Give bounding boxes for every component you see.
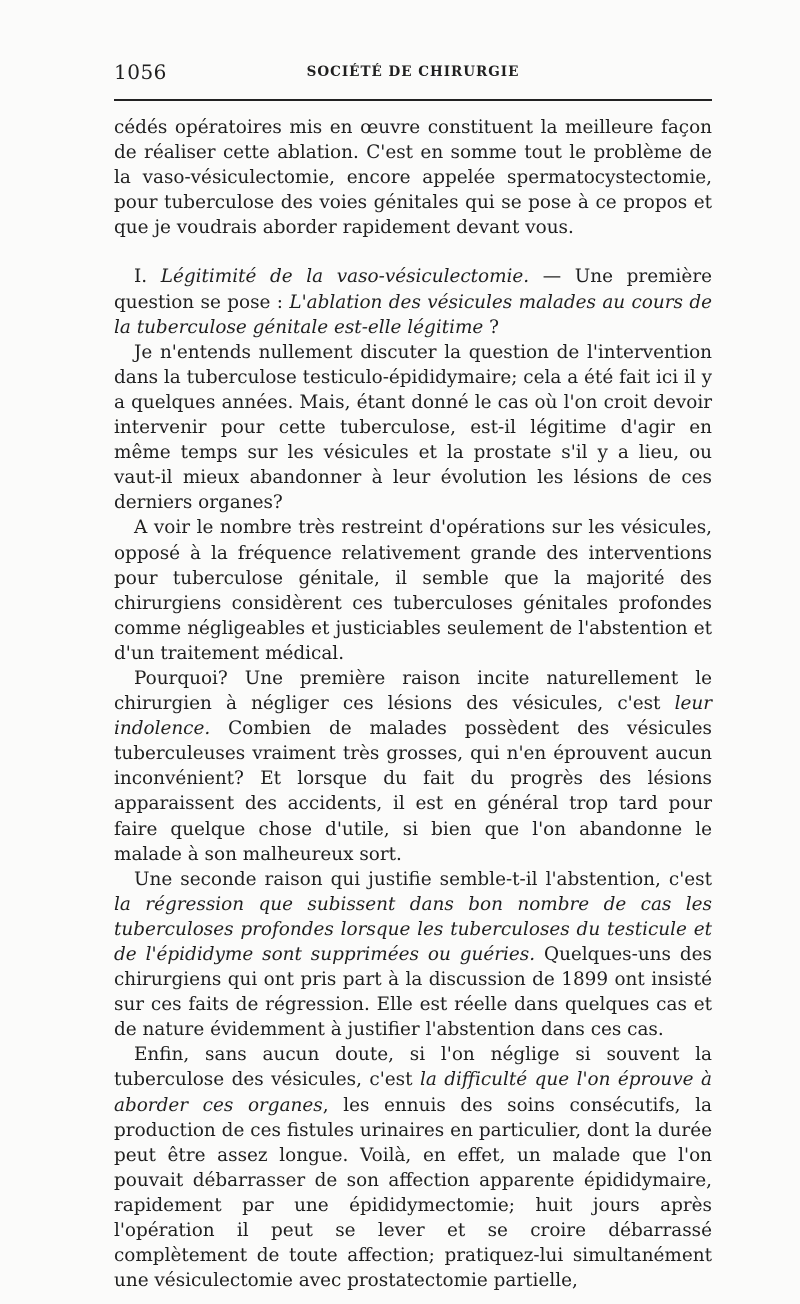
section-title: Légitimité de la vaso-vésiculectomie. — [160, 266, 530, 288]
text-run: Je n'entends nullement discuter la question de l'intervention dans la tuberculose testiculo-épididymaire; cela a été fait ici il y a quelques années. Mais, étant donné le cas où l'on croit devoir intervenir pour cette tuberculose, est-il légitime d'agir en même temps sur les vésicules et la prostate s'il y a lieu, ou vaut-il mieux abandonner à leur évolution les lésions de ces derniers organes? — [114, 341, 712, 514]
paragraph — [114, 1042, 712, 1293]
text-run: cédés opératoires mis en œuvre constituent la meilleure façon de réaliser cette ablation. C'est en somme tout le problème de la vaso-vésiculectomie, encore appelée spermatocystectomie, pour tuberculose des voies génitales qui se pose à ce propos et que je voudrais aborder rapidement devant vous. — [114, 117, 712, 239]
header-rule — [114, 99, 712, 101]
section-number: I. — [134, 266, 161, 288]
text-run: Une seconde raison qui justifie semble-t-il l'abstention, c'est — [134, 868, 712, 890]
italic-emphasis: la difficulté que l'on éprouve à aborder ces organes — [114, 1069, 712, 1116]
paragraph — [114, 340, 712, 516]
paragraph — [114, 666, 712, 867]
italic-emphasis: la régression que subissent dans bon nombre de cas les tuberculoses profondes lorsque les tuberculoses du testicule et de l'épididyme sont supprimées ou guéries. — [114, 893, 712, 965]
section-heading-paragraph — [114, 264, 712, 339]
running-head: SOCIÉTÉ DE CHIRURGIE — [306, 64, 520, 80]
page-number: 1056 — [114, 60, 167, 84]
body-text — [114, 115, 712, 1293]
text-run: Quelques-uns des chirurgiens qui ont pris part à la discussion de 1899 ont insisté sur ces faits de régression. Elle est réelle dans quelques cas et de nature évidemment à justifier l'abstention dans ces cas. — [114, 944, 712, 1041]
paragraph — [114, 515, 712, 666]
text-run: Combien de malades possèdent des vésicules tuberculeuses vraiment très grosses, qui n'en éprouvent aucun inconvénient? Et lorsque du fait du progrès des lésions apparaissent des accidents, il est en général trop tard pour faire quelque chose d'utile, si bien que l'on abandonne le malade à son malheureux sort. — [114, 718, 712, 865]
text-run: A voir le nombre très restreint d'opérations sur les vésicules, opposé à la fréquence relativement grande des interventions pour tuberculose génitale, il semble que la majorité des chirurgiens considèrent ces tuberculoses génitales profondes comme négligeables et justiciables seulement de l'abstention et d'un traitement médical. — [114, 517, 712, 664]
page-header — [114, 60, 712, 88]
paragraph — [114, 115, 712, 240]
paragraph — [114, 867, 712, 1043]
text-run: Pourquoi? Une première raison incite naturellement le chirurgien à négliger ces lésions des vésicules, c'est — [114, 667, 712, 715]
text-run: , les ennuis des soins consécutifs, la production de ces fistules urinaires en particulier, dont la durée peut être assez longue. Voilà, en effet, un malade que l'on pouvait débarrasser de son affection apparente épididymaire, rapidement par une épididymectomie; huit jours après l'opération il peut se lever et se croire débarrassé complètement de toute affection; pratiquez-lui simultanément une vésiculectomie avec prostatectomie partielle, — [114, 1094, 712, 1292]
text-run: Enfin, sans aucun doute, si l'on néglige si souvent la tuberculose des vésicules, c'est — [114, 1044, 712, 1091]
italic-emphasis: leur indolence. — [114, 693, 712, 740]
text-run: ? — [483, 316, 500, 338]
text-run: — Une première question se pose : — [114, 266, 712, 313]
italic-question: L'ablation des vésicules malades au cours de la tuberculose génitale est-elle légitime — [114, 291, 712, 338]
